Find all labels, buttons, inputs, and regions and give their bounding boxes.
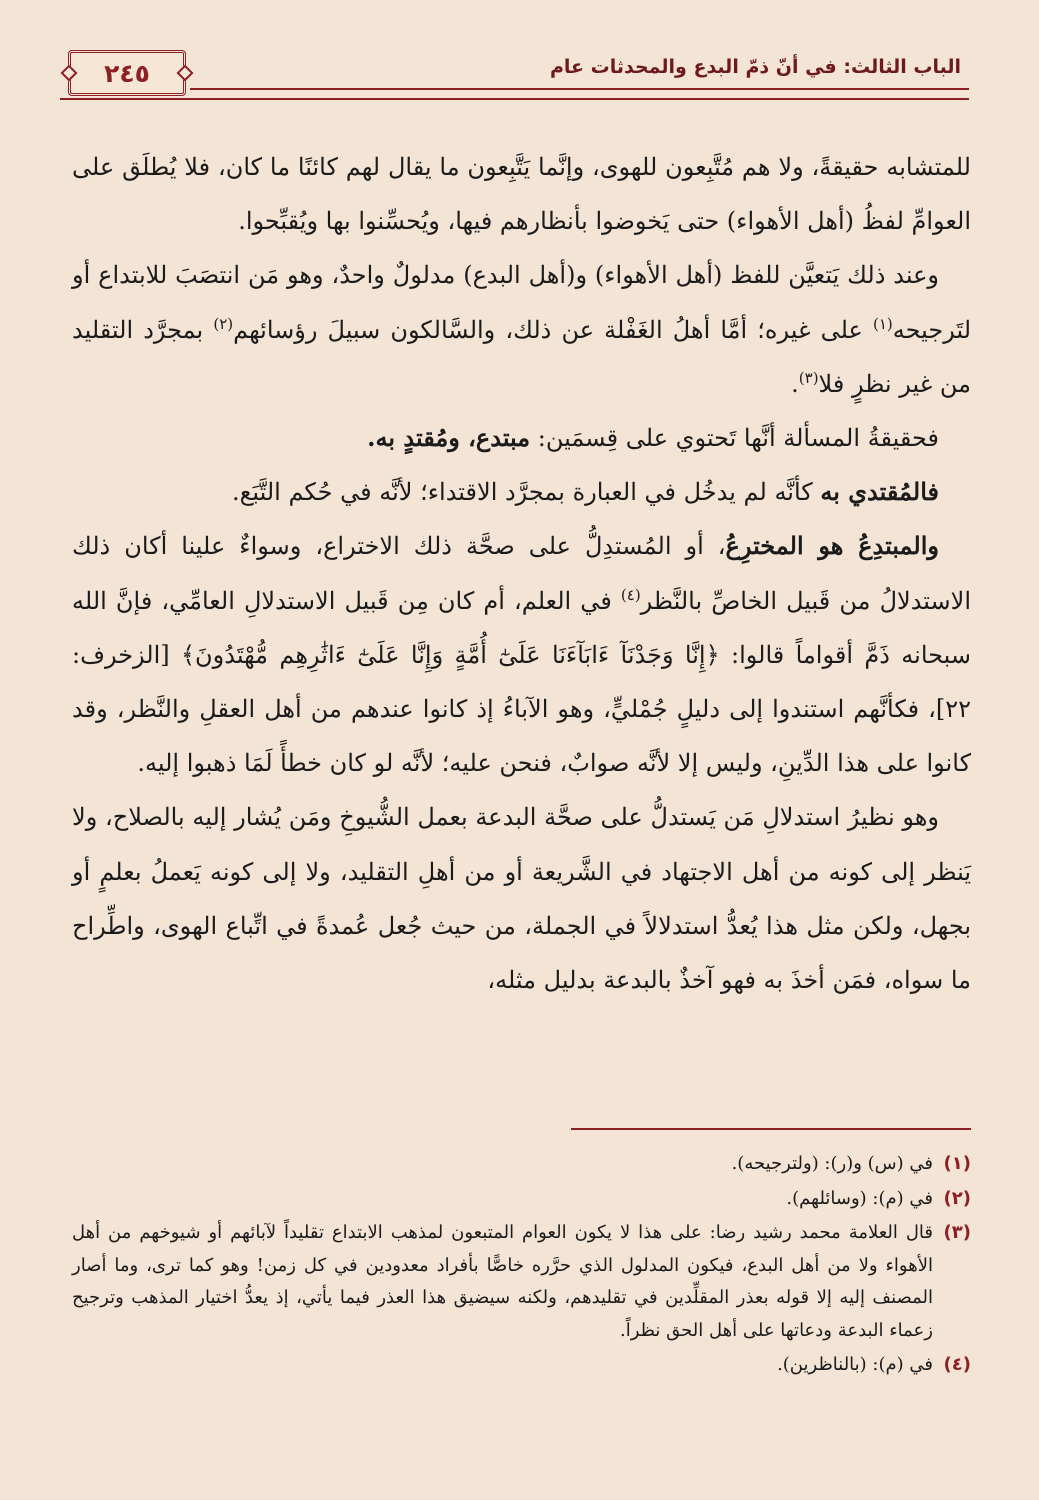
footnote-2 — [72, 1183, 971, 1216]
footnote-number: (٤) — [943, 1354, 971, 1375]
paragraph-5-part-c: في العلم، أم كان مِن قَبيل الاستدلالِ العامِّي، فإنَّ الله سبحانه ذَمَّ أقواماً قالوا: ﴿إِنَّا وَجَدْنَآ ءَابَآءَنَا عَلَىٰٓ أُمَّةٍ وَإِنَّا عَلَىٰٓ ءَاثَٰرِهِم مُّهْتَدُونَ﴾ [الزخرف: ٢٢]، فكأنَّهم استندوا إلى دليلٍ جُمْليٍّ، وهو الآباءُ إذ كانوا عندهم من أهل العقلِ والنَّظر، وقد كانوا على هذا الدِّينِ، وليس إلا لأنَّه صوابٌ، فنحن عليه؛ لأنَّه لو كان خطأً لَمَا ذهبوا إليه. — [72, 586, 971, 778]
header-rule-bottom — [60, 98, 969, 100]
footnote-text: في (م): (بالناظرين). — [777, 1354, 933, 1375]
paragraph-2-part-b: على غيره؛ أمَّا أهلُ الغَفْلة عن ذلك، والسَّالكون سبيلَ رؤسائهم — [233, 315, 873, 344]
footnote-text: في (س) و(ر): (ولترجيحه). — [731, 1153, 933, 1174]
footnote-text: قال العلامة محمد رشيد رضا: على هذا لا يكون العوام المتبعون لمذهب الابتداع تقليداً لآبائهم أو شيوخهم من أهل الأهواء ولا من أهل البدع، فيكون المدلول الذي حرَّره خاصًّا بأفراد معدودين في كل زمن! وهو كما ترى، وما أصار المصنف إليه إلا قوله بعذر المقلِّدين في تقليدهم، ولكنه سيضيق هذا العذر فيما يأتي، إذ يعدُّ اختيار المذهب وترجيح زعماء البدعة ودعاتها على أهل الحق نظراً. — [72, 1222, 933, 1341]
paragraph-5 — [72, 519, 971, 790]
paragraph-3 — [72, 411, 971, 465]
paragraph-1: للمتشابه حقيقةً، ولا هم مُتَّبِعون للهوى، وإنَّما يَتَّبِعون ما يقال لهم كائنًا ما كان، فلا يُطلَق على العوامِّ لفظُ (أهل الأهواء) حتى يَخوضوا بأنظارهم فيها، ويُحسِّنوا بها ويُقبِّحوا. — [72, 153, 971, 236]
footnote-ref-4[interactable]: (٤) — [620, 585, 641, 604]
paragraph-3-bold: مبتدع، ومُقتدٍ به. — [367, 423, 531, 453]
paragraph-3-part-a: فحقيقةُ المسألة أنَّها تَحتوي على قِسمَين: — [530, 424, 939, 453]
main-text — [72, 140, 971, 1007]
paragraph-2-part-c: بمجرَّد التقليد من غير نظرٍ فلا — [72, 315, 971, 398]
footnotes — [72, 1148, 971, 1382]
paragraph-4 — [72, 465, 971, 519]
footnote-number: (١) — [943, 1153, 971, 1174]
page-number-badge — [68, 50, 186, 96]
paragraph-5-bold: والمبتدِعُ هو المخترِعُ — [725, 531, 939, 561]
footnote-ref-3[interactable]: (٣) — [798, 368, 819, 387]
page-number: ٢٤٥ — [104, 58, 150, 88]
paragraph-5-part-b: ، أو المُستدِلُّ على صحَّة ذلك الاختراع، وسواءٌ علينا أكان ذلك الاستدلالُ من قَبيل الخاصِّ بالنَّظر — [72, 532, 972, 615]
paragraph-6: وهو نظيرُ استدلالِ مَن يَستدلُّ على صحَّة البدعة بعمل الشُّيوخِ ومَن يُشار إليه بالصلاح، ولا يَنظر إلى كونه من أهل الاجتهاد في الشَّريعة أو من أهلِ التقليد، ولا إلى كونه يَعملُ بعلمٍ أو بجهل، ولكن مثل هذا يُعدُّ استدلالاً في الجملة، من حيث جُعل عُمدةً في اتِّباع الهوى، واطِّراح ما سواه، فمَن أخذَ به فهو آخذٌ بالبدعة بدليل مثله، — [72, 803, 971, 995]
paragraph-4-bold: فالمُقتدي به — [820, 477, 939, 507]
footnote-3 — [72, 1217, 971, 1347]
footnote-number: (٢) — [943, 1187, 971, 1209]
paragraph-2-part-a: وعند ذلك يَتعيَّن للفظ (أهل الأهواء) و(أهل البدع) مدلولٌ واحدٌ، وهو مَن انتصَبَ للابتداع أو لتَرجيحه — [72, 261, 971, 344]
footnote-1 — [72, 1148, 971, 1181]
header-rule-top — [190, 88, 969, 90]
footnote-separator — [571, 1128, 971, 1130]
paragraph-4-part-b: كأنَّه لم يدخُل في العبارة بمجرَّد الاقتداء؛ لأنَّه في حُكم التَّبَع. — [231, 478, 821, 507]
footnote-number: (٣) — [943, 1222, 971, 1243]
footnote-4 — [72, 1349, 971, 1382]
paragraph-2 — [72, 248, 971, 411]
footnote-ref-2[interactable]: (٢) — [213, 314, 234, 333]
running-title: الباب الثالث: في أنّ ذمّ البدع والمحدثات عام — [549, 56, 961, 78]
paragraph-2-part-d: . — [791, 369, 799, 398]
footnote-ref-1[interactable]: (١) — [872, 314, 893, 333]
page-header — [60, 50, 969, 102]
footnote-text: في (م): (وسائلهم). — [786, 1187, 933, 1209]
